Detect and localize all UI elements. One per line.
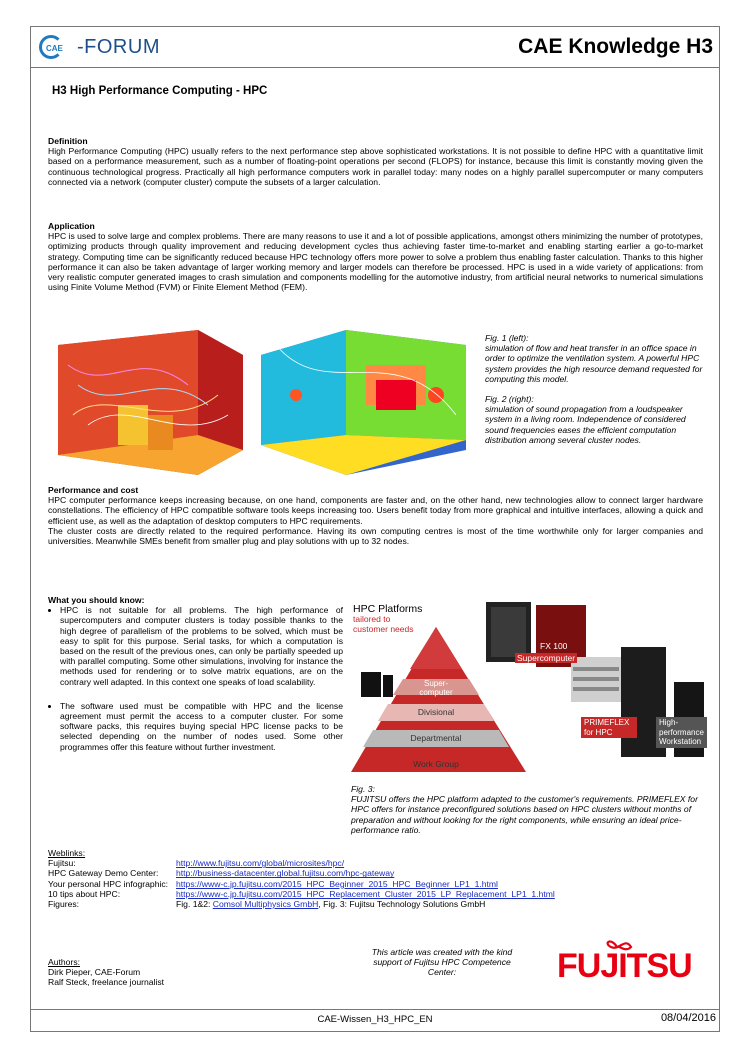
weblink-url[interactable]: https://www-c.jp.fujitsu.com/2015_HPC_Beginner_2015_HPC_Beginner_LP1_1.html bbox=[176, 878, 498, 889]
fig3-text: FUJITSU offers the HPC platform adapted to the customer's requirements. PRIMEFLEX for HPC offers for instance preconfigured solutions based on HPC clusters without months of preparation and without looking for the right components, while ensuring an ideal price-performance ratio. bbox=[351, 794, 698, 835]
performance-body-1: HPC computer performance keeps increasing because, on one hand, components are faster and, on the other hand, new technologies allow to connect larger hardware constellations. The efficiency of HPC compatible software tools keeps increasing too. Users benefit today from more graphical and intuitive interfaces, allowing a quick and efficient use, as well as the adaptation of desktop computers to HPC requirements. bbox=[48, 495, 703, 526]
author-1: Dirk Pieper, CAE-Forum bbox=[48, 967, 141, 978]
application-title: Application bbox=[48, 221, 95, 231]
document-title: CAE Knowledge H3 bbox=[518, 35, 713, 58]
level-departmental: Departmental bbox=[410, 733, 462, 743]
weblink-url[interactable]: https://www-c.jp.fujitsu.com/2015_HPC_Replacement_Cluster_2015_LP_Replacement_LP1_1.html bbox=[176, 888, 555, 899]
weblink-row bbox=[48, 889, 708, 899]
fujitsu-wordmark: FUJITSU bbox=[557, 947, 692, 985]
weblink-label: Fujitsu: bbox=[48, 858, 76, 869]
application-section bbox=[48, 221, 703, 292]
fig1-title: Fig. 1 (left): bbox=[485, 333, 529, 343]
fx100-label: FX 100 bbox=[540, 641, 568, 651]
weblink-label: HPC Gateway Demo Center: bbox=[48, 868, 159, 879]
footer-date: 08/04/2016 bbox=[660, 1012, 716, 1024]
performance-body-2: The cluster costs are directly related to the required performance. Having its own computing centres is most of the time worthwhile only for larger companies and universities. Meanwhile SMEs benefit from smaller plug and play solutions with up to 32 nodes. bbox=[48, 525, 703, 547]
fx100-sub: Supercomputer bbox=[517, 653, 576, 663]
fig1-text: simulation of flow and heat transfer in an office space in order to optimize the ventilation system. A powerful HPC system provides the high resource demand requested for computing this model. bbox=[485, 343, 703, 384]
footer-divider bbox=[31, 1009, 719, 1010]
weblinks-section bbox=[48, 848, 708, 909]
weblink-label: Your personal HPC infographic: bbox=[48, 878, 169, 889]
application-body: HPC is used to solve large and complex problems. There are many reasons to use it and a lot of possible applications, amongst others minimizing the number of prototypes, optimizing products through quality improvement and reducing development cycles thus achieving faster time-to-market and enabling starting earlier a go-to-market strategy. Computing time can be significantly reduced because HPC technology offers more power to solve a problem thus enabling faster calculation. Thanks to this higher performance it can also be taken advantage of larger working memory and larger models can therefore be processed. HPC is used in a wide variety of applications: from very realistic computer generated images to crash simulation and components modelling for the automotive industry, from artificial neural networks to numerical simulations using Finite Volume Method (FVM) or Finite Element Method (FEM). bbox=[48, 231, 703, 293]
article-heading: H3 High Performance Computing - HPC bbox=[52, 85, 268, 97]
fig2-text: simulation of sound propagation from a loudspeaker system in a living room. Independence of considered sound frequencies eases the efficient computation distribution among several cluster nodes. bbox=[485, 404, 686, 445]
figures-credit-suffix: , Fig. 3: Fujitsu Technology Solutions GmbH bbox=[318, 899, 486, 910]
figures-credit-row bbox=[48, 899, 708, 909]
fig2-title: Fig. 2 (right): bbox=[485, 394, 534, 405]
primeflex-label: PRIMEFLEX for HPC bbox=[581, 717, 637, 738]
authors-section bbox=[48, 957, 268, 988]
platform-title: HPC Platforms bbox=[353, 603, 423, 615]
weblink-row bbox=[48, 858, 708, 868]
cae-forum-logo bbox=[39, 33, 160, 61]
weblink-row bbox=[48, 879, 708, 889]
know-item: • The software used must be compatible with HPC and the license agreement must permit the access to a computer cluster. For some software packs, this requires buying special HPC license packs to be selected depending on the number of nodes used. Some other programmes offer this feature without further investment. bbox=[60, 701, 343, 752]
header bbox=[31, 27, 719, 67]
definition-section bbox=[48, 136, 703, 187]
figures-credit bbox=[176, 899, 485, 909]
know-section bbox=[48, 595, 343, 760]
figures-label: Figures: bbox=[48, 899, 80, 910]
level-supercomputer: Super-computer bbox=[419, 679, 453, 697]
weblink-row bbox=[48, 868, 708, 878]
footer-doc-id: CAE-Wissen_H3_HPC_EN bbox=[317, 1014, 433, 1025]
performance-section bbox=[48, 485, 703, 546]
weblinks-title: Weblinks: bbox=[48, 848, 86, 858]
weblink-url[interactable]: http://business-datacenter.global.fujitsu.com/hpc-gateway bbox=[176, 868, 395, 879]
logo-small-text: CAE bbox=[46, 44, 63, 53]
platform-subtitle: tailored to customer needs bbox=[353, 614, 414, 634]
fujitsu-logo bbox=[551, 935, 691, 985]
performance-title: Performance and cost bbox=[48, 485, 139, 495]
logo-text: -FORUM bbox=[77, 35, 160, 58]
comsol-link[interactable]: Comsol Multiphysics GmbH bbox=[212, 899, 319, 910]
page-frame bbox=[30, 26, 720, 1032]
know-item: • HPC is not suitable for all problems. The high performance of supercomputers and computer clusters is today possible thanks to the high degree of parallelism of the problems to be solved, which must be easy to split for this purpose. Serial tasks, for which a computation is based on the result of the previous ones, can only be partially speeded up with parallel computing. Some other simulations, involving for instance the methods used for rendering or to solve matrix equations, are on the contrary well adapted. In this context one speaks of load scalability. bbox=[60, 605, 343, 687]
author-2: Ralf Steck, freelance journalist bbox=[48, 977, 165, 988]
level-divisional: Divisional bbox=[417, 707, 455, 717]
fig12-caption bbox=[485, 333, 707, 445]
know-list bbox=[48, 605, 343, 752]
weblink-url[interactable]: http://www.fujitsu.com/global/microsites/hpc/ bbox=[176, 858, 345, 869]
definition-title: Definition bbox=[48, 136, 88, 146]
know-title: What you should know: bbox=[48, 595, 145, 605]
hpc-platform-diagram bbox=[351, 597, 711, 775]
definition-body: High Performance Computing (HPC) usually refers to the next performance step above sophisticated workstations. It is not possible to define HPC with a quantitative limit based on a performance measurement, such as a number of floating-point operations per second (FLOPS) for instance, because this limit is constantly moving given the continuous technological progress. Practically all high performance computers work in parallel today: many nodes on a highly parallel supercomputer or many computers connected via a network (computer cluster) compute the subsets of a larger calculation. bbox=[48, 146, 703, 187]
logo-ring-icon bbox=[39, 35, 63, 59]
workstation-label: High-performance Workstation bbox=[656, 717, 707, 748]
header-divider bbox=[31, 67, 719, 68]
weblink-label: 10 tips about HPC: bbox=[48, 888, 121, 899]
fig3-caption bbox=[351, 784, 706, 835]
level-workgroup: Work Group bbox=[413, 759, 459, 769]
authors-title: Authors: bbox=[48, 957, 81, 967]
support-note: This article was created with the kind support of Fujitsu HPC Competence Center: bbox=[371, 947, 513, 978]
fig2-image bbox=[256, 325, 471, 475]
fig3-title: Fig. 3: bbox=[351, 784, 375, 794]
figures-credit-prefix: Fig. 1&2: bbox=[176, 899, 213, 910]
fig1-image bbox=[48, 325, 248, 475]
